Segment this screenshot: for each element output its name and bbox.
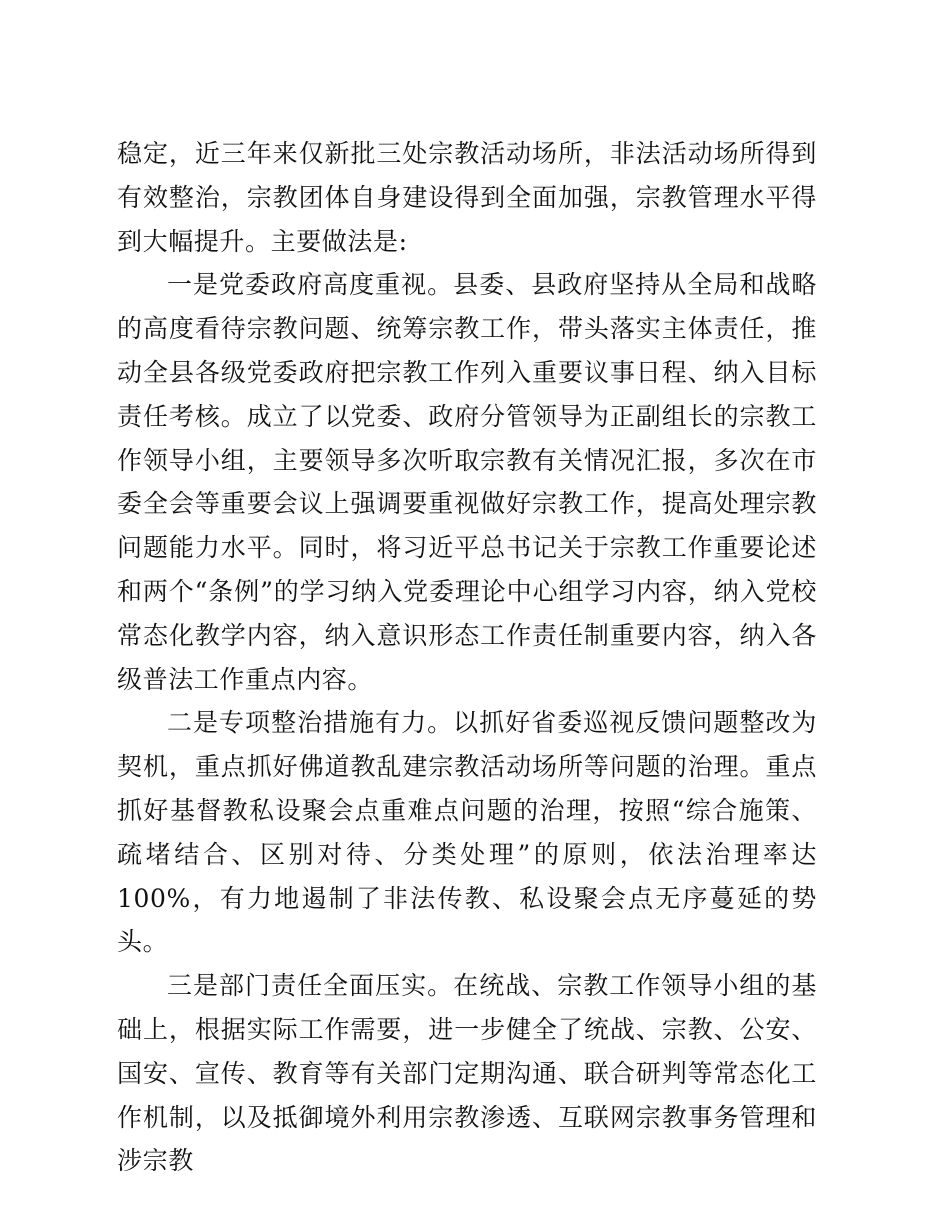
paragraph-special-rectification: 二是专项整治措施有力。以抓好省委巡视反馈问题整改为契机，重点抓好佛道教乱建宗教活动场所等问题的治理。重点抓好基督教私设聚会点重难点问题的治理，按照“综合施策、疏堵结合、区别对待、分类处理”的原则，依法治理率达100%，有力地遏制了非法传教、私设聚会点无序蔓延的势头。 [117,708,817,957]
paragraph-department-responsibility: 三是部门责任全面压实。在统战、宗教工作领导小组的基础上，根据实际工作需要，进一步健全了统战、宗教、公安、国安、宣传、教育等有关部门定期沟通、联合研判等常态化工作机制，以及抵御境外利用宗教渗透、互联网宗教事务管理和涉宗教 [117,971,817,1176]
document-body [117,132,817,1183]
paragraph-continuation: 稳定，近三年来仅新批三处宗教活动场所，非法活动场所得到有效整治，宗教团体自身建设得到全面加强，宗教管理水平得到大幅提升。主要做法是: [117,139,817,256]
paragraph-party-committee: 一是党委政府高度重视。县委、县政府坚持从全局和战略的高度看待宗教问题、统筹宗教工作，带头落实主体责任，推动全县各级党委政府把宗教工作列入重要议事日程、纳入目标责任考核。成立了以党委、政府分管领导为正副组长的宗教工作领导小组，主要领导多次听取宗教有关情况汇报，多次在市委全会等重要会议上强调要重视做好宗教工作，提高处理宗教问题能力水平。同时，将习近平总书记关于宗教工作重要论述和两个“条例”的学习纳入党委理论中心组学习内容，纳入党校常态化教学内容，纳入意识形态工作责任制重要内容，纳入各级普法工作重点内容。 [117,270,817,694]
